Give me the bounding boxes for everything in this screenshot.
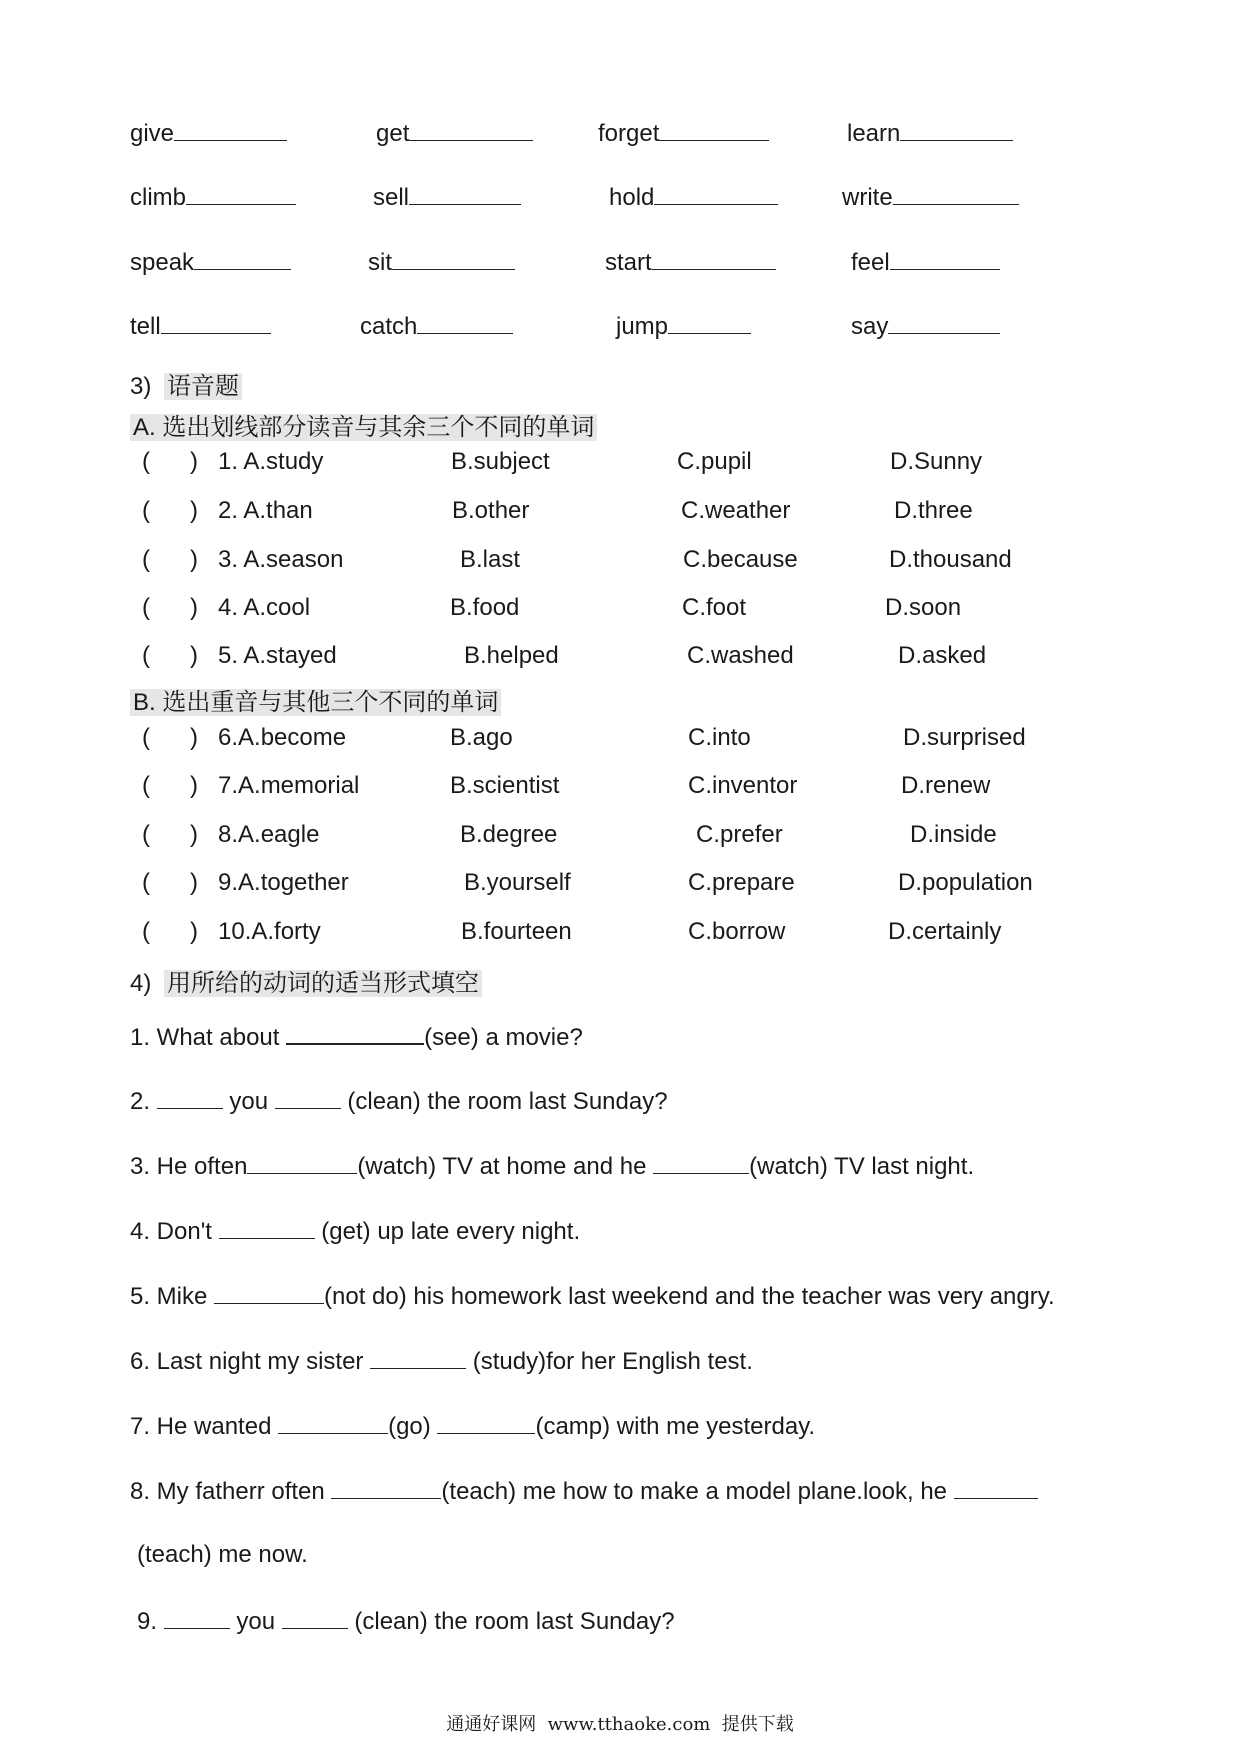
option-c: C.because <box>683 546 798 573</box>
verb-item: say <box>851 311 1000 341</box>
sentence-3: 3. He often (watch) TV at home and he (watch) TV last night. <box>130 1153 975 1180</box>
part-b-heading: B. 选出重音与其他三个不同的单词 <box>130 682 501 717</box>
verb-item: hold <box>609 182 778 212</box>
option-b: B.subject <box>451 448 550 475</box>
sentence-9: 9. you (clean) the room last Sunday? <box>137 1608 675 1635</box>
answer-paren[interactable]: ( ) <box>142 594 198 621</box>
sentence-5: 5. Mike (not do) his homework last weekend and the teacher was very angry. <box>130 1283 1055 1310</box>
answer-blank[interactable] <box>186 182 296 205</box>
option-c: C.pupil <box>677 448 752 475</box>
answer-paren[interactable]: ( ) <box>142 546 198 573</box>
sentence-1: 1. What about (see) a movie? <box>130 1021 583 1052</box>
option-a: 6.A.become <box>218 724 347 751</box>
answer-paren[interactable]: ( ) <box>142 821 198 848</box>
option-d: D.certainly <box>888 918 1002 945</box>
answer-paren[interactable]: ( ) <box>142 869 198 896</box>
answer-blank[interactable] <box>161 311 271 334</box>
answer-blank[interactable] <box>331 1476 441 1499</box>
option-a: 7.A.memorial <box>218 772 360 799</box>
answer-paren[interactable]: ( ) <box>142 772 198 799</box>
sentence-2: 2. you (clean) the room last Sunday? <box>130 1088 668 1115</box>
option-b: B.fourteen <box>461 918 572 945</box>
answer-paren[interactable]: ( ) <box>142 497 198 524</box>
sentence-6: 6. Last night my sister (study)for her English test. <box>130 1348 753 1375</box>
answer-blank[interactable] <box>900 118 1013 141</box>
option-d: D.Sunny <box>890 448 983 475</box>
verb-item: tell <box>130 311 271 341</box>
option-c: C.prefer <box>696 821 783 848</box>
verb-item: sit <box>368 247 515 277</box>
option-b: B.food <box>450 594 520 621</box>
answer-paren[interactable]: ( ) <box>142 918 198 945</box>
verb-item: speak <box>130 247 291 277</box>
option-d: D.asked <box>898 642 987 669</box>
answer-blank[interactable] <box>219 1216 315 1239</box>
option-b: B.ago <box>450 724 513 751</box>
option-c: C.washed <box>687 642 794 669</box>
option-b: B.other <box>452 497 530 524</box>
verb-item: start <box>605 247 776 277</box>
option-c: C.borrow <box>688 918 786 945</box>
option-d: D.three <box>894 497 973 524</box>
option-b: B.yourself <box>464 869 571 896</box>
verb-item: get <box>376 118 533 148</box>
option-a: 2. A.than <box>218 497 313 524</box>
answer-blank[interactable] <box>194 247 291 270</box>
answer-blank[interactable] <box>409 182 521 205</box>
answer-blank[interactable] <box>437 1411 535 1434</box>
answer-paren[interactable]: ( ) <box>142 448 198 475</box>
section-4-title: 用所给的动词的适当形式填空 <box>164 970 482 997</box>
option-d: D.inside <box>910 821 997 848</box>
verb-item: feel <box>851 247 1000 277</box>
answer-paren[interactable]: ( ) <box>142 724 198 751</box>
section-4-heading: 4) 用所给的动词的适当形式填空 <box>130 963 482 998</box>
answer-blank[interactable] <box>247 1151 357 1174</box>
answer-blank[interactable] <box>214 1281 324 1304</box>
option-b: B.degree <box>460 821 558 848</box>
answer-blank[interactable] <box>659 118 769 141</box>
answer-blank[interactable] <box>282 1606 348 1629</box>
option-b: B.last <box>460 546 521 573</box>
option-c: C.prepare <box>688 869 795 896</box>
answer-blank[interactable] <box>893 182 1019 205</box>
sentence-7: 7. He wanted (go) (camp) with me yesterday. <box>130 1413 816 1440</box>
section-3-heading: 3) 语音题 <box>130 366 242 401</box>
option-d: D.population <box>898 869 1033 896</box>
answer-blank[interactable] <box>890 247 1000 270</box>
verb-item: climb <box>130 182 296 212</box>
option-c: C.foot <box>682 594 747 621</box>
option-b: B.helped <box>464 642 559 669</box>
option-a: 1. A.study <box>218 448 324 475</box>
option-a: 9.A.together <box>218 869 349 896</box>
answer-blank[interactable] <box>164 1606 230 1629</box>
answer-blank[interactable] <box>417 311 513 334</box>
option-c: C.into <box>688 724 751 751</box>
answer-blank[interactable] <box>275 1086 341 1109</box>
verb-item: forget <box>598 118 769 148</box>
verb-item: learn <box>847 118 1013 148</box>
option-d: D.surprised <box>903 724 1026 751</box>
sentence-8: 8. My fatherr often (teach) me how to make a model plane.look, he <box>130 1476 1038 1506</box>
option-d: D.thousand <box>889 546 1012 573</box>
option-a: 4. A.cool <box>218 594 311 621</box>
answer-blank[interactable] <box>157 1086 223 1109</box>
option-d: D.soon <box>885 594 962 621</box>
option-c: C.inventor <box>688 772 798 799</box>
answer-blank[interactable] <box>654 182 778 205</box>
section-3-title: 语音题 <box>164 373 242 400</box>
option-d: D.renew <box>901 772 991 799</box>
answer-blank[interactable] <box>278 1411 388 1434</box>
sentence-8-continued: (teach) me now. <box>137 1541 308 1568</box>
answer-blank[interactable] <box>370 1346 466 1369</box>
part-a-heading: A. 选出划线部分读音与其余三个不同的单词 <box>130 407 597 442</box>
option-a: 8.A.eagle <box>218 821 320 848</box>
answer-blank[interactable] <box>409 118 533 141</box>
answer-blank[interactable] <box>653 1151 749 1174</box>
option-a: 5. A.stayed <box>218 642 337 669</box>
page-footer: 通通好课网 www.tthaoke.com 提供下载 <box>446 1714 794 1735</box>
option-a: 10.A.forty <box>218 918 321 945</box>
answer-blank[interactable] <box>954 1476 1038 1499</box>
answer-blank[interactable] <box>888 311 1000 334</box>
sentence-4: 4. Don't (get) up late every night. <box>130 1218 581 1245</box>
option-b: B.scientist <box>450 772 560 799</box>
answer-paren[interactable]: ( ) <box>142 642 198 669</box>
verb-item: jump <box>616 311 751 341</box>
answer-blank[interactable] <box>392 247 515 270</box>
verb-item: write <box>842 182 1019 212</box>
option-a: 3. A.season <box>218 546 344 573</box>
option-c: C.weather <box>681 497 791 524</box>
answer-blank[interactable] <box>286 1021 424 1045</box>
verb-item: sell <box>373 182 521 212</box>
verb-item: catch <box>360 311 513 341</box>
answer-blank[interactable] <box>652 247 776 270</box>
answer-blank[interactable] <box>668 311 751 334</box>
verb-item: give <box>130 118 287 148</box>
answer-blank[interactable] <box>174 118 287 141</box>
